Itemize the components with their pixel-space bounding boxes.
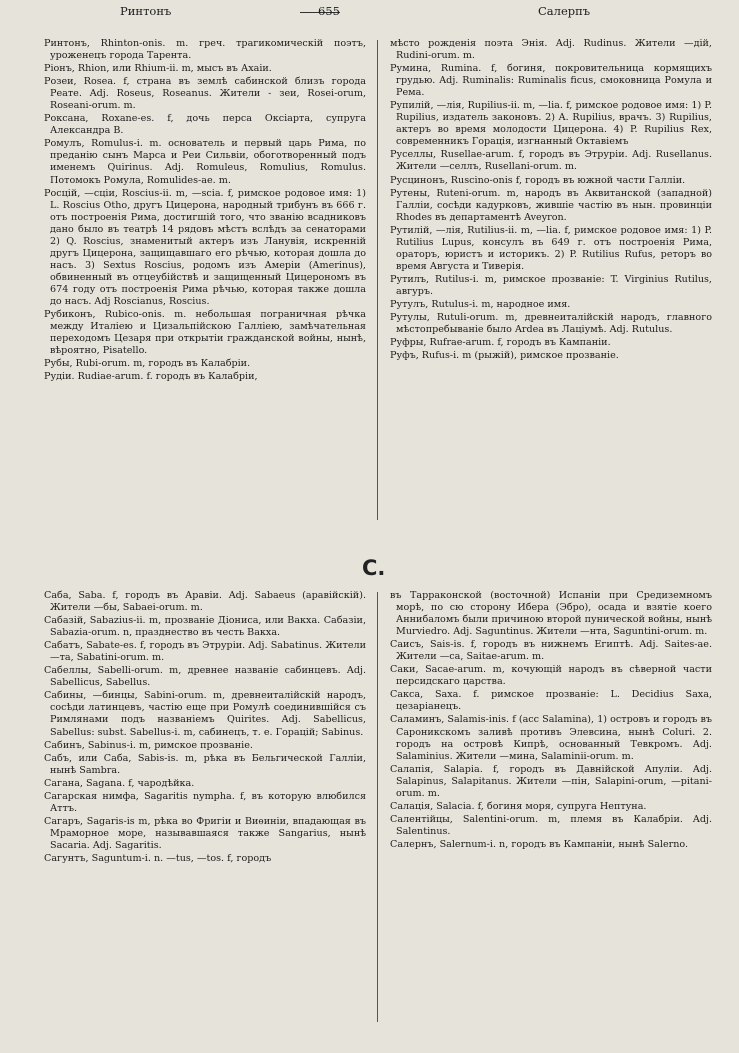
dictionary-entry: Сагана, Sagana. f, чародѣйка. bbox=[44, 777, 195, 789]
dictionary-entry: Салернъ, Salernum-i. n, городъ въ Кампаніи, нынѣ Salerno. bbox=[390, 838, 689, 850]
dictionary-entry: Руфры, Rufrae-arum. f, городъ въ Кампаніи. bbox=[390, 337, 611, 349]
dictionary-entry: Рутены, Ruteni-orum. m, народъ въ Аквитанской (западной) Галліи, сосѣди кадурковъ, жившіе частію въ нын. провинціи Rhodes въ департаментѣ Aveyron. bbox=[390, 187, 712, 223]
dictionary-entry: Румина, Rumina. f, богиня, покровительница кормящихъ грудью. Adj. Ruminalis: Ruminalis ficus, смоковница Ромула и Рема. bbox=[390, 63, 712, 99]
dictionary-entry: Сакса, Saxa. f. римское прозваніе: L. Decidius Saxa, цезаріанецъ. bbox=[390, 689, 712, 713]
dictionary-entry: Саки, Sacae-arum. m, кочующій народъ въ сѣверной части персидскаго царства. bbox=[390, 664, 712, 688]
column-top-right bbox=[390, 38, 712, 363]
dictionary-entry: Ринтонъ, Rhinton-onis. m. греч. трагикомическій поэтъ, уроженецъ города Тарента. bbox=[44, 38, 366, 62]
dictionary-entry: Рутилъ, Rutilus-i. m, римское прозваніе: T. Virginius Rutilus, авгуръ. bbox=[390, 273, 712, 297]
dictionary-entry: Рутулы, Rutuli-orum. m, древнеиталійскій народъ, главного мѣстопребываніе было Ardea въ Лаціумѣ. Adj. Rutulus. bbox=[390, 312, 712, 336]
header-right-word: Салерпъ bbox=[538, 4, 591, 18]
dictionary-entry: Саба, Saba. f, городъ въ Аравіи. Adj. Sabaeus (аравійскій). Жители —бы, Sabaei-orum. m. bbox=[44, 590, 366, 614]
dictionary-entry: въ Тарраконской (восточной) Испаніи при Средиземномъ морѣ, по сю сторону Ибера (Эбро), осада и взятіе коего Аннибаломъ были причиною второй пунической войны, нынѣ Murviedro. Adj. Saguntinus. Жители —нта, Saguntini-orum. m. bbox=[390, 590, 712, 638]
column-divider-top bbox=[377, 40, 378, 520]
dictionary-entry: Рутулъ, Rutulus-i. m, народное имя. bbox=[390, 298, 571, 310]
dictionary-entry: Рубы, Rubi-orum. m, городъ въ Калабріи. bbox=[44, 358, 251, 370]
dictionary-entry: Сабазій, Sabazius-ii. m, прозваніе Діониса, или Вакха. Сабазіи, Sabazia-orum. n, празднество въ честь Вакха. bbox=[44, 615, 366, 639]
dictionary-entry: Руфъ, Rufus-i. m (рыжій), римское прозваніе. bbox=[390, 350, 619, 362]
dictionary-entry: Сабатъ, Sabate-es. f, городъ въ Этруріи. Adj. Sabatinus. Жители —та, Sabatini-orum. m. bbox=[44, 640, 366, 664]
page-header bbox=[0, 2, 739, 22]
dictionary-entry: Русцинонъ, Ruscino-onis f, городъ въ южной части Галліи. bbox=[390, 174, 686, 186]
dictionary-entry: Сагарская нимфа, Sagaritis nympha. f, въ которую влюбился Аттъ. bbox=[44, 790, 366, 814]
dictionary-entry: Руселлы, Rusellae-arum. f, городъ въ Этруріи. Adj. Rusellanus. Жители —селлъ, Rusellani-orum. m. bbox=[390, 149, 712, 173]
dictionary-entry: Рубиконъ, Rubico-onis. m. небольшая пограничная рѣчка между Италіею и Цизальпійскою Галліею, замѣчательная переходомъ Цезаря при открытіи гражданской войны, нынѣ, вѣроятно, Pisatello. bbox=[44, 309, 366, 357]
page-number: 655 bbox=[318, 4, 340, 18]
dictionary-entry: Саламинъ, Salamis-inis. f (acc Salamina), 1) островъ и городъ въ Сароникскомъ заливѣ противъ Элевсина, нынѣ Coluri. 2. городъ на островѣ Кипрѣ, основанный Тевкромъ. Adj. Salaminius. Жители —мина, Salaminii-orum. m. bbox=[390, 714, 712, 762]
dictionary-entry: Салапія, Salapia. f, городъ въ Давнійской Апуліи. Adj. Salapinus, Salapitanus. Жители —пін, Salapini-orum, —pitani-orum. m. bbox=[390, 763, 712, 799]
column-bottom-left bbox=[44, 590, 366, 866]
dictionary-entry: Росцій, —сціи, Roscius-ii. m, —scia. f, римское родовое имя: 1) L. Roscius Otho, другъ Цицерона, народный трибунъ въ 666 г. отъ построенія Рима, достигшій того, что званію всадниковъ дано было въ театрѣ 14 рядовъ мѣстъ вслѣдъ за сенаторами 2) Q. Roscius, знаменитый актеръ изъ Ланувія, искренній другъ Цицерона, защищавшаго его рѣчью, которая дошла до насъ. 3) Sextus Roscius, родомъ изъ Амеріи (Amerinus), обвиненный въ отцеубійствѣ и защищенный Цицерономъ въ 674 году отъ построенія Рима рѣчью, которая также дошла до насъ. Adj Roscianus, Roscius. bbox=[44, 187, 366, 307]
dictionary-entry: Рупилій, —лія, Rupilius-ii. m, —lia. f, римское родовое имя: 1) P. Rupilius, издатель законовъ. 2) A. Rupilius, врачъ. 3) Rupilius, актеръ во время молодости Цицерона. 4) P. Rupilius Rex, современникъ Горація, изгнанный Октавіемъ bbox=[390, 100, 712, 148]
dictionary-entry: Сабинъ, Sabinus-i. m, римское прозваніе. bbox=[44, 739, 253, 751]
dictionary-entry: Салація, Salacia. f, богиня моря, супруга Нептуна. bbox=[390, 800, 647, 812]
column-divider-bottom bbox=[377, 592, 378, 1022]
dictionary-entry: мѣсто рожденія поэта Энія. Adj. Rudinus. Жители —дій, Rudini-orum. m. bbox=[390, 38, 712, 62]
dictionary-entry: Сабъ, или Саба, Sabis-is. m, рѣка въ Бельгической Галліи, нынѣ Sambra. bbox=[44, 752, 366, 776]
header-left-word: Ринтонъ bbox=[120, 4, 172, 18]
dictionary-entry: Сабеллы, Sabelli-orum. m, древнее названіе сабинцевъ. Adj. Sabellicus, Sabellus. bbox=[44, 665, 366, 689]
dictionary-entry: Сагаръ, Sagaris-is m, рѣка во Фригіи и Виѳиніи, впадающая въ Мраморное море, называвшаяся также Sangarius, нынѣ Sacaria. Adj. Sagaritis. bbox=[44, 815, 366, 851]
dictionary-entry: Ромулъ, Romulus-i. m. основатель и первый царь Рима, по преданію сынъ Марса и Реи Сильвіи, обоготворенный подъ именемъ Quirinus. Adj. Romuleus, Romulius, Romulus. Потомокъ Ромула, Romulides-ae. m. bbox=[44, 138, 366, 186]
column-bottom-right bbox=[390, 590, 712, 852]
section-letter-heading: C. bbox=[362, 556, 386, 580]
dictionary-entry: Ріонъ, Rhion, или Rhium-ii. m, мысъ въ Ахаіи. bbox=[44, 63, 272, 75]
column-top-left bbox=[44, 38, 366, 384]
dictionary-entry: Сабины, —бинцы, Sabini-orum. m, древнеиталійскій народъ, сосѣди латинцевъ, частію еще при Ромулѣ соединившійся съ Римлянами подъ названіемъ Quirites. Adj. Sabellicus, Sabellus: subst. Sabellus-i. m, сабинецъ, т. е. Горацій; Sabinus. bbox=[44, 690, 366, 738]
dictionary-entry: Сагунтъ, Saguntum-i. n. —tus, —tos. f, городъ bbox=[44, 852, 272, 864]
dictionary-entry: Салентійцы, Salentini-orum. m, племя въ Калабріи. Adj. Salentinus. bbox=[390, 813, 712, 837]
dictionary-entry: Рутилій, —лія, Rutilius-ii. m, —lia. f, римское родовое имя: 1) P. Rutilius Lupus, консулъ въ 649 г. отъ построенія Рима, ораторъ, юристъ и историкъ. 2) P. Rutilius Rufus, реторъ во время Августа и Тиверія. bbox=[390, 224, 712, 272]
dictionary-entry: Роксана, Roxane-es. f, дочь перса Оксіарта, супруга Александра В. bbox=[44, 113, 366, 137]
dictionary-entry: Розеи, Rosea. f, страна въ землѣ сабинской близъ города Реате. Adj. Roseus, Roseanus. Жители - зеи, Rosei-orum, Roseani-orum. m. bbox=[44, 76, 366, 112]
dictionary-entry: Саисъ, Sais-is. f, городъ въ нижнемъ Египтѣ. Adj. Saites-ae. Жители —са, Saitae-arum. m. bbox=[390, 639, 712, 663]
dictionary-entry: Рудіи. Rudiae-arum. f. городъ въ Калабріи, bbox=[44, 371, 258, 383]
